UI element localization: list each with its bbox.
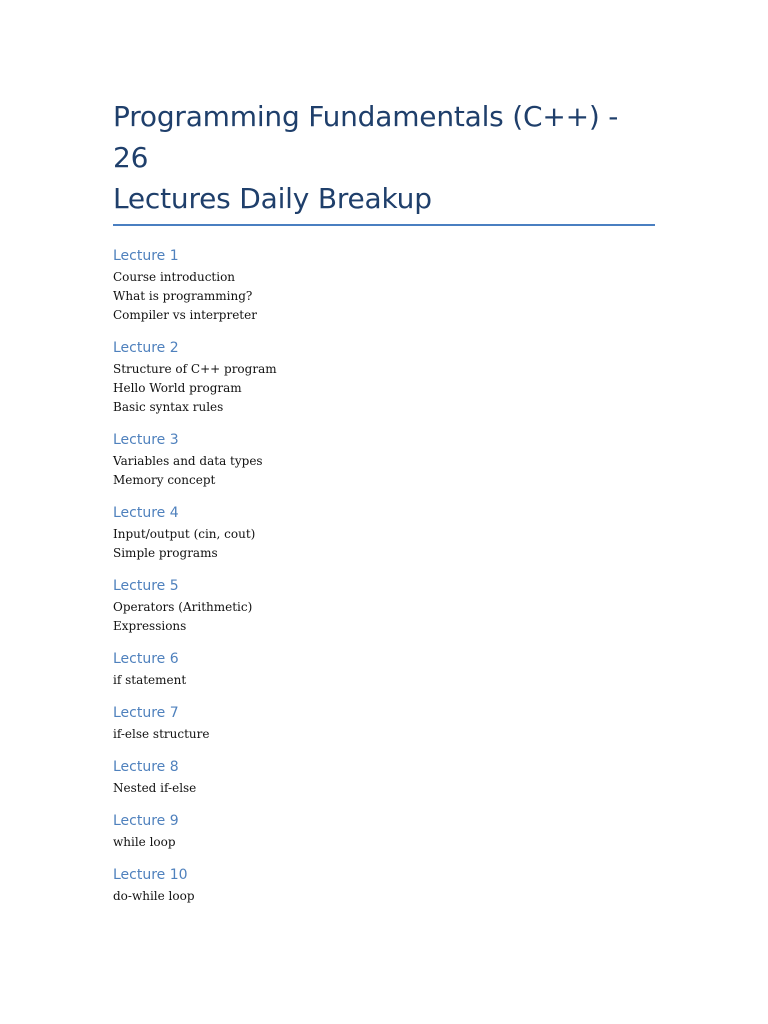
- lecture-topic: while loop: [113, 835, 176, 849]
- lecture-heading: Lecture 10: [113, 867, 188, 883]
- lecture-heading: Lecture 3: [113, 432, 179, 448]
- lecture-topic-list: [113, 833, 655, 852]
- lecture-topic-list: [113, 671, 655, 690]
- title-underline: [113, 224, 655, 226]
- lecture-topic-list: [113, 725, 655, 744]
- lecture-topic: Nested if-else: [113, 781, 197, 795]
- lecture-topic: Course introduction: [113, 270, 236, 284]
- lecture-section: [113, 864, 655, 906]
- lecture-topic: Basic syntax rules: [113, 400, 224, 414]
- lecture-topic: Variables and data types: [113, 454, 263, 468]
- lecture-topic-list: [113, 268, 655, 325]
- lecture-topic-list: [113, 525, 655, 563]
- lecture-list: [113, 245, 655, 906]
- lecture-topic: if-else structure: [113, 727, 210, 741]
- lecture-topic-list: [113, 598, 655, 636]
- document-title: [113, 96, 655, 219]
- lecture-topic: Operators (Arithmetic): [113, 600, 253, 614]
- lecture-topic: Expressions: [113, 619, 187, 633]
- lecture-topic: Structure of C++ program: [113, 362, 277, 376]
- lecture-heading: Lecture 1: [113, 248, 179, 264]
- lecture-heading: Lecture 8: [113, 759, 179, 775]
- lecture-section: [113, 502, 655, 563]
- lecture-heading: Lecture 4: [113, 505, 179, 521]
- document-title-line-1: Programming Fundamentals (C++) - 26: [113, 100, 619, 174]
- lecture-heading: Lecture 9: [113, 813, 179, 829]
- lecture-topic-list: [113, 779, 655, 798]
- lecture-section: [113, 337, 655, 417]
- lecture-heading: Lecture 2: [113, 340, 179, 356]
- lecture-topic-list: [113, 452, 655, 490]
- lecture-topic: Input/output (cin, cout): [113, 527, 256, 541]
- lecture-topic-list: [113, 887, 655, 906]
- lecture-section: [113, 429, 655, 490]
- lecture-section: [113, 810, 655, 852]
- document-title-line-2: Lectures Daily Breakup: [113, 182, 432, 215]
- lecture-section: [113, 575, 655, 636]
- lecture-heading: Lecture 7: [113, 705, 179, 721]
- lecture-heading: Lecture 6: [113, 651, 179, 667]
- lecture-topic: Simple programs: [113, 546, 218, 560]
- lecture-topic: Hello World program: [113, 381, 242, 395]
- lecture-topic: Compiler vs interpreter: [113, 308, 257, 322]
- lecture-section: [113, 702, 655, 744]
- document-page: [113, 96, 655, 918]
- lecture-topic: Memory concept: [113, 473, 216, 487]
- lecture-topic: do-while loop: [113, 889, 195, 903]
- lecture-heading: Lecture 5: [113, 578, 179, 594]
- lecture-section: [113, 756, 655, 798]
- lecture-topic: if statement: [113, 673, 187, 687]
- lecture-topic: What is programming?: [113, 289, 253, 303]
- lecture-section: [113, 648, 655, 690]
- lecture-section: [113, 245, 655, 325]
- lecture-topic-list: [113, 360, 655, 417]
